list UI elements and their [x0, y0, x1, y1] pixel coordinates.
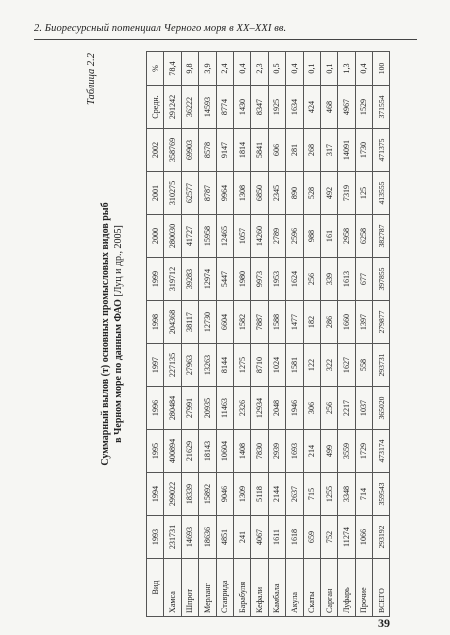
value-cell: 988 — [303, 215, 320, 258]
value-cell: 27991 — [181, 387, 198, 430]
value-cell: 1953 — [268, 258, 285, 301]
value-cell: 9147 — [216, 129, 233, 172]
value-cell: 14593 — [199, 86, 216, 129]
value-cell: 606 — [268, 129, 285, 172]
header-rule — [34, 39, 417, 40]
value-cell: 281 — [286, 129, 303, 172]
value-cell: 291242 — [164, 86, 181, 129]
value-cell: 7830 — [251, 430, 268, 473]
value-cell: 21629 — [181, 430, 198, 473]
value-cell: 413555 — [373, 172, 390, 215]
value-cell: 0,1 — [320, 52, 337, 86]
value-cell: 231731 — [164, 516, 181, 559]
value-cell: 1624 — [286, 258, 303, 301]
value-cell: 558 — [355, 344, 372, 387]
table-row — [338, 52, 355, 617]
table-row — [373, 52, 390, 617]
value-cell: 2,4 — [216, 52, 233, 86]
value-cell: 1477 — [286, 301, 303, 344]
column-header: 1998 — [147, 301, 164, 344]
value-cell: 2048 — [268, 387, 285, 430]
species-cell: Кефали — [251, 559, 268, 617]
column-header: 2001 — [147, 172, 164, 215]
value-cell: 280030 — [164, 215, 181, 258]
value-cell: 677 — [355, 258, 372, 301]
table-row — [355, 52, 372, 617]
value-cell: 241 — [233, 516, 250, 559]
value-cell: 1730 — [355, 129, 372, 172]
value-cell: 1581 — [286, 344, 303, 387]
value-cell: 1588 — [268, 301, 285, 344]
column-header: 1999 — [147, 258, 164, 301]
table-header-row — [147, 52, 164, 617]
value-cell: 3,9 — [199, 52, 216, 86]
column-header: 1997 — [147, 344, 164, 387]
page-number: 39 — [378, 616, 390, 630]
value-cell: 1037 — [355, 387, 372, 430]
value-cell: 9046 — [216, 473, 233, 516]
value-cell: 365020 — [373, 387, 390, 430]
value-cell: 1275 — [233, 344, 250, 387]
value-cell: 9,8 — [181, 52, 198, 86]
value-cell: 2958 — [338, 215, 355, 258]
species-cell: Камбала — [268, 559, 285, 617]
value-cell: 1693 — [286, 430, 303, 473]
value-cell: 256 — [303, 258, 320, 301]
value-cell: 1057 — [233, 215, 250, 258]
value-cell: 15892 — [199, 473, 216, 516]
value-cell: 78,4 — [164, 52, 181, 86]
table-row — [286, 52, 303, 617]
species-cell: Шпрот — [181, 559, 198, 617]
column-header: 1996 — [147, 387, 164, 430]
value-cell: 714 — [355, 473, 372, 516]
value-cell: 1,3 — [338, 52, 355, 86]
table-title-source: [Луц и др., 2005] — [113, 225, 124, 297]
table-row — [303, 52, 320, 617]
value-cell: 1611 — [268, 516, 285, 559]
table-row — [199, 52, 216, 617]
value-cell: 6850 — [251, 172, 268, 215]
value-cell: 424 — [303, 86, 320, 129]
value-cell: 1729 — [355, 430, 372, 473]
value-cell: 299022 — [164, 473, 181, 516]
value-cell: 322 — [320, 344, 337, 387]
value-cell: 890 — [286, 172, 303, 215]
value-cell: 14260 — [251, 215, 268, 258]
value-cell: 11463 — [216, 387, 233, 430]
value-cell: 1627 — [338, 344, 355, 387]
value-cell: 12974 — [199, 258, 216, 301]
value-cell: 339 — [320, 258, 337, 301]
value-cell: 6258 — [355, 215, 372, 258]
catch-table — [146, 51, 390, 617]
value-cell: 5447 — [216, 258, 233, 301]
rotated-table-block — [86, 51, 411, 617]
value-cell: 12465 — [216, 215, 233, 258]
value-cell: 715 — [303, 473, 320, 516]
value-cell: 62577 — [181, 172, 198, 215]
value-cell: 14693 — [181, 516, 198, 559]
value-cell: 69903 — [181, 129, 198, 172]
value-cell: 1613 — [338, 258, 355, 301]
value-cell: 3348 — [338, 473, 355, 516]
value-cell: 4967 — [338, 86, 355, 129]
value-cell: 1925 — [268, 86, 285, 129]
table-row — [181, 52, 198, 617]
value-cell: 15958 — [199, 215, 216, 258]
table-row — [268, 52, 285, 617]
column-header: 2002 — [147, 129, 164, 172]
value-cell: 5118 — [251, 473, 268, 516]
column-header: Вид — [147, 559, 164, 617]
value-cell: 468 — [320, 86, 337, 129]
value-cell: 8710 — [251, 344, 268, 387]
value-cell: 8144 — [216, 344, 233, 387]
value-cell: 2939 — [268, 430, 285, 473]
column-header: 1995 — [147, 430, 164, 473]
value-cell: 13263 — [199, 344, 216, 387]
value-cell: 27963 — [181, 344, 198, 387]
value-cell: 9964 — [216, 172, 233, 215]
value-cell: 18636 — [199, 516, 216, 559]
species-cell: Акула — [286, 559, 303, 617]
table-title — [99, 51, 125, 617]
value-cell: 1066 — [355, 516, 372, 559]
value-cell: 8347 — [251, 86, 268, 129]
species-cell: Луфарь — [338, 559, 355, 617]
species-cell: Прочие — [355, 559, 372, 617]
column-header: 1994 — [147, 473, 164, 516]
species-cell: Мерланг — [199, 559, 216, 617]
table-body — [164, 52, 390, 617]
table-label: Таблица 2.2 — [86, 53, 97, 105]
table-row — [164, 52, 181, 617]
value-cell: 8774 — [216, 86, 233, 129]
value-cell: 306 — [303, 387, 320, 430]
value-cell: 499 — [320, 430, 337, 473]
value-cell: 122 — [303, 344, 320, 387]
value-cell: 280484 — [164, 387, 181, 430]
value-cell: 0,5 — [268, 52, 285, 86]
value-cell: 1980 — [233, 258, 250, 301]
species-cell: Ставрида — [216, 559, 233, 617]
value-cell: 1634 — [286, 86, 303, 129]
value-cell: 1255 — [320, 473, 337, 516]
value-cell: 1946 — [286, 387, 303, 430]
value-cell: 38117 — [181, 301, 198, 344]
value-cell: 359543 — [373, 473, 390, 516]
value-cell: 2345 — [268, 172, 285, 215]
value-cell: 36222 — [181, 86, 198, 129]
value-cell: 2217 — [338, 387, 355, 430]
value-cell: 9973 — [251, 258, 268, 301]
value-cell: 382787 — [373, 215, 390, 258]
table-title-line2-text: в Черном море по данным ФАО — [113, 299, 124, 443]
value-cell: 1408 — [233, 430, 250, 473]
value-cell: 2,3 — [251, 52, 268, 86]
value-cell: 0,1 — [303, 52, 320, 86]
value-cell: 2789 — [268, 215, 285, 258]
column-header: 2000 — [147, 215, 164, 258]
species-cell: Барабуля — [233, 559, 250, 617]
value-cell: 471375 — [373, 129, 390, 172]
value-cell: 1308 — [233, 172, 250, 215]
column-header: Средн. — [147, 86, 164, 129]
value-cell: 256 — [320, 387, 337, 430]
value-cell: 5841 — [251, 129, 268, 172]
value-cell: 2144 — [268, 473, 285, 516]
value-cell: 161 — [320, 215, 337, 258]
value-cell: 8787 — [199, 172, 216, 215]
species-cell: Сарган — [320, 559, 337, 617]
value-cell: 293731 — [373, 344, 390, 387]
value-cell: 473174 — [373, 430, 390, 473]
species-cell: ВСЕГО — [373, 559, 390, 617]
species-cell: Скаты — [303, 559, 320, 617]
value-cell: 397855 — [373, 258, 390, 301]
value-cell: 39283 — [181, 258, 198, 301]
value-cell: 293192 — [373, 516, 390, 559]
table-title-line1: Суммарный вылов (т) основных промысловых видов рыб — [100, 202, 111, 466]
value-cell: 2326 — [233, 387, 250, 430]
value-cell: 528 — [303, 172, 320, 215]
value-cell: 0,4 — [233, 52, 250, 86]
column-header: % — [147, 52, 164, 86]
value-cell: 204368 — [164, 301, 181, 344]
value-cell: 1529 — [355, 86, 372, 129]
value-cell: 1814 — [233, 129, 250, 172]
value-cell: 10604 — [216, 430, 233, 473]
value-cell: 100 — [373, 52, 390, 86]
value-cell: 1618 — [286, 516, 303, 559]
value-cell: 12934 — [251, 387, 268, 430]
value-cell: 268 — [303, 129, 320, 172]
value-cell: 358769 — [164, 129, 181, 172]
value-cell: 1024 — [268, 344, 285, 387]
value-cell: 18143 — [199, 430, 216, 473]
table-row — [320, 52, 337, 617]
page-header: 2. Биоресурсный потенциал Черного моря в XX–XXI вв. — [34, 23, 287, 34]
value-cell: 319712 — [164, 258, 181, 301]
value-cell: 286 — [320, 301, 337, 344]
table-row — [233, 52, 250, 617]
value-cell: 14091 — [338, 129, 355, 172]
value-cell: 752 — [320, 516, 337, 559]
value-cell: 6604 — [216, 301, 233, 344]
table-row — [216, 52, 233, 617]
value-cell: 41727 — [181, 215, 198, 258]
value-cell: 400894 — [164, 430, 181, 473]
value-cell: 182 — [303, 301, 320, 344]
table-title-line2 — [112, 51, 125, 617]
value-cell: 7887 — [251, 301, 268, 344]
value-cell: 1309 — [233, 473, 250, 516]
value-cell: 125 — [355, 172, 372, 215]
value-cell: 492 — [320, 172, 337, 215]
value-cell: 11274 — [338, 516, 355, 559]
value-cell: 214 — [303, 430, 320, 473]
value-cell: 371554 — [373, 86, 390, 129]
value-cell: 7319 — [338, 172, 355, 215]
value-cell: 310275 — [164, 172, 181, 215]
value-cell: 227135 — [164, 344, 181, 387]
value-cell: 12730 — [199, 301, 216, 344]
value-cell: 4067 — [251, 516, 268, 559]
table-row — [251, 52, 268, 617]
value-cell: 2596 — [286, 215, 303, 258]
column-header: 1993 — [147, 516, 164, 559]
value-cell: 1660 — [338, 301, 355, 344]
value-cell: 659 — [303, 516, 320, 559]
value-cell: 279877 — [373, 301, 390, 344]
value-cell: 1582 — [233, 301, 250, 344]
value-cell: 4851 — [216, 516, 233, 559]
value-cell: 3559 — [338, 430, 355, 473]
value-cell: 317 — [320, 129, 337, 172]
value-cell: 2637 — [286, 473, 303, 516]
value-cell: 1397 — [355, 301, 372, 344]
value-cell: 1430 — [233, 86, 250, 129]
value-cell: 0,4 — [355, 52, 372, 86]
value-cell: 8578 — [199, 129, 216, 172]
value-cell: 0,4 — [286, 52, 303, 86]
species-cell: Хамса — [164, 559, 181, 617]
value-cell: 20935 — [199, 387, 216, 430]
value-cell: 18339 — [181, 473, 198, 516]
